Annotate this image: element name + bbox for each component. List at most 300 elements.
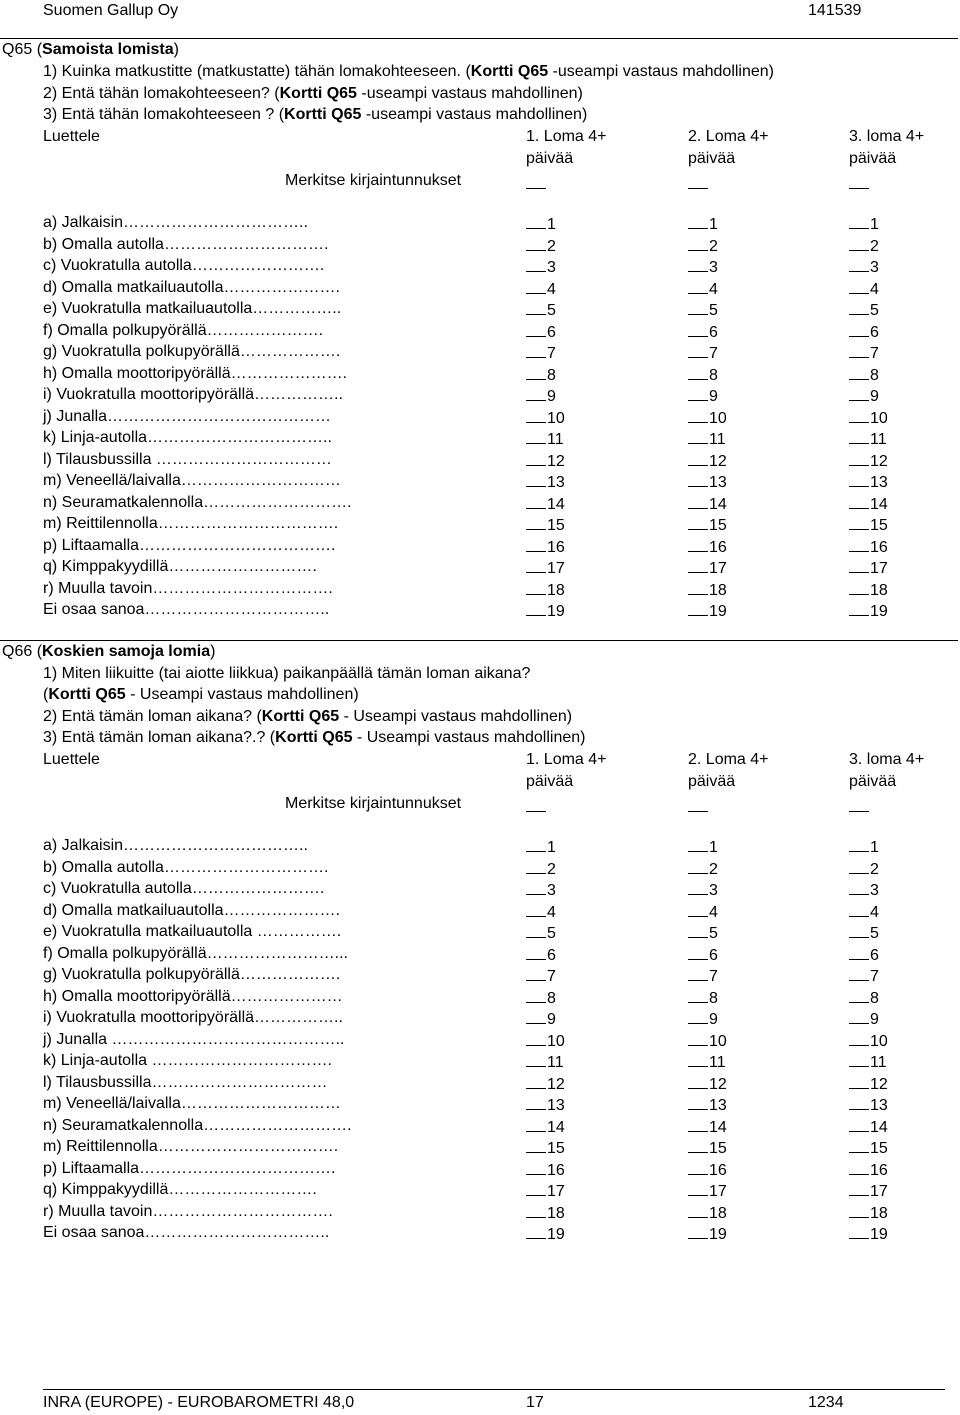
answer-code-col-3[interactable]	[849, 1180, 888, 1202]
answer-code-col-1[interactable]	[526, 1180, 565, 1202]
answer-code: 9	[870, 388, 879, 405]
answer-blank[interactable]	[688, 557, 708, 573]
answer-code-col-3[interactable]	[849, 879, 879, 901]
answer-code: 17	[709, 560, 727, 577]
answer-blank[interactable]	[849, 879, 869, 895]
answer-label: b) Omalla autolla………………………….	[43, 858, 329, 876]
answer-blank[interactable]	[688, 278, 708, 294]
answer-blank[interactable]	[849, 836, 869, 852]
answer-blank[interactable]	[526, 1051, 546, 1067]
answer-label: h) Omalla moottoripyörällä…………………	[43, 987, 343, 1005]
answer-code: 5	[547, 302, 556, 319]
answer-blank[interactable]	[688, 1094, 708, 1110]
answer-code: 11	[870, 431, 887, 448]
answer-blank[interactable]	[849, 514, 869, 530]
answer-blank[interactable]	[526, 278, 546, 294]
answer-code-col-1[interactable]	[526, 987, 556, 1009]
answer-blank[interactable]	[688, 1223, 708, 1239]
answer-code-col-3[interactable]	[849, 364, 879, 386]
answer-blank[interactable]	[688, 450, 708, 466]
answer-code-col-2[interactable]	[688, 579, 727, 601]
answer-blank[interactable]	[526, 1202, 546, 1218]
answer-code-col-2[interactable]	[688, 600, 727, 622]
answer-code-col-1[interactable]	[526, 364, 556, 386]
answer-code-col-1[interactable]	[526, 922, 556, 944]
answer-blank[interactable]	[526, 213, 546, 229]
answer-blank[interactable]	[526, 987, 546, 1003]
answer-blank[interactable]	[849, 901, 869, 917]
answer-code-col-1[interactable]	[526, 471, 565, 493]
answer-blank[interactable]	[526, 1094, 546, 1110]
answer-blank[interactable]	[688, 879, 708, 895]
answer-code-col-3[interactable]	[849, 944, 879, 966]
answer-blank[interactable]	[688, 1051, 708, 1067]
answer-code-col-3[interactable]	[849, 385, 879, 407]
answer-code-col-2[interactable]	[688, 944, 718, 966]
answer-code-col-3[interactable]	[849, 858, 879, 880]
answer-blank[interactable]	[849, 1137, 869, 1153]
answer-blank[interactable]	[688, 1030, 708, 1046]
answer-blank[interactable]	[849, 1008, 869, 1024]
answer-blank[interactable]	[526, 858, 546, 874]
answer-blank[interactable]	[526, 342, 546, 358]
answer-blank[interactable]	[688, 321, 708, 337]
answer-blank[interactable]	[849, 471, 869, 487]
answer-code: 16	[709, 538, 727, 556]
answer-blank[interactable]	[526, 1116, 546, 1132]
answer-code-col-3[interactable]	[849, 299, 879, 321]
answer-code-col-3[interactable]	[849, 536, 888, 558]
answer-code-col-3[interactable]	[849, 579, 888, 601]
answer-code-col-3[interactable]	[849, 1051, 887, 1073]
answer-blank[interactable]	[849, 1073, 869, 1089]
answer-blank[interactable]	[849, 299, 869, 315]
answer-blank[interactable]	[688, 1202, 708, 1218]
answer-blank[interactable]	[526, 1008, 546, 1024]
answer-code-col-2[interactable]	[688, 1223, 727, 1245]
answer-code-col-1[interactable]	[526, 256, 556, 278]
answer-code: 14	[547, 495, 565, 513]
answer-blank[interactable]	[688, 1073, 708, 1089]
answer-blank[interactable]	[526, 407, 546, 423]
answer-blank[interactable]	[526, 493, 546, 509]
answer-code-col-2[interactable]	[688, 235, 718, 257]
answer-blank[interactable]	[849, 1051, 869, 1067]
answer-blank[interactable]	[849, 1223, 869, 1239]
answer-code-col-2[interactable]	[688, 450, 727, 472]
answer-code-col-2[interactable]	[688, 299, 718, 321]
answer-blank[interactable]	[849, 450, 869, 466]
answer-blank[interactable]	[688, 1159, 708, 1175]
answer-blank[interactable]	[526, 1223, 546, 1239]
answer-blank[interactable]	[526, 836, 546, 852]
answer-code: 1	[547, 216, 556, 233]
q65-column-1-sub: päivää	[526, 150, 574, 167]
answer-code-col-2[interactable]	[688, 428, 726, 450]
answer-code-col-3[interactable]	[849, 428, 887, 450]
answer-code-col-3[interactable]	[849, 278, 879, 300]
answer-blank[interactable]	[526, 922, 546, 938]
answer-label: g) Vuokratulla polkupyörällä……………….	[43, 966, 341, 983]
answer-code-col-1[interactable]	[526, 385, 556, 407]
answer-blank[interactable]	[849, 922, 869, 938]
answer-blank[interactable]	[849, 213, 869, 229]
answer-code: 4	[709, 280, 718, 298]
answer-blank[interactable]	[849, 600, 869, 616]
answer-blank[interactable]	[526, 1030, 546, 1046]
answer-code-col-1[interactable]	[526, 1008, 556, 1030]
answer-code-col-2[interactable]	[688, 536, 727, 558]
answer-code-col-1[interactable]	[526, 1223, 565, 1245]
answer-code-col-1[interactable]	[526, 536, 565, 558]
answer-label: m) Reittilennolla…………………………….	[43, 515, 339, 532]
answer-code-col-1[interactable]	[526, 600, 565, 622]
answer-blank[interactable]	[849, 385, 869, 401]
answer-code-col-2[interactable]	[688, 836, 718, 858]
answer-code-col-2[interactable]	[688, 1073, 727, 1095]
answer-code-col-1[interactable]	[526, 557, 565, 579]
answer-blank[interactable]	[526, 1180, 546, 1196]
answer-blank[interactable]	[526, 321, 546, 337]
answer-code-col-1[interactable]	[526, 1094, 565, 1116]
answer-code-col-2[interactable]	[688, 879, 718, 901]
answer-blank[interactable]	[526, 1073, 546, 1089]
answer-blank[interactable]	[849, 987, 869, 1003]
answer-blank[interactable]	[688, 1008, 708, 1024]
answer-code: 5	[709, 925, 718, 942]
answer-code: 12	[870, 452, 888, 470]
answer-blank[interactable]	[849, 342, 869, 358]
answer-code-col-3[interactable]	[849, 901, 879, 923]
answer-blank[interactable]	[526, 299, 546, 315]
answer-code-col-3[interactable]	[849, 1137, 888, 1159]
answer-blank[interactable]	[526, 557, 546, 573]
answer-blank[interactable]	[526, 879, 546, 895]
answer-code-col-2[interactable]	[688, 407, 727, 429]
answer-label: e) Vuokratulla matkailuautolla……………..	[43, 300, 342, 317]
answer-blank[interactable]	[849, 321, 869, 337]
answer-blank[interactable]	[688, 256, 708, 272]
answer-blank[interactable]	[688, 965, 708, 981]
answer-code: 19	[709, 1226, 727, 1243]
answer-label: q) Kimppakyydillä……………………….	[43, 1181, 317, 1198]
answer-code: 17	[547, 1183, 565, 1200]
answer-label: a) Jalkaisin……………………………..	[43, 214, 308, 231]
answer-blank[interactable]	[688, 836, 708, 852]
answer-code-col-3[interactable]	[849, 1008, 879, 1030]
answer-code: 18	[709, 1204, 727, 1222]
answer-code-col-1[interactable]	[526, 428, 564, 450]
answer-blank[interactable]	[849, 235, 869, 251]
answer-blank[interactable]	[688, 987, 708, 1003]
answer-code: 9	[547, 388, 556, 405]
answer-code-col-2[interactable]	[688, 493, 727, 515]
answer-code-col-3[interactable]	[849, 471, 888, 493]
answer-code: 13	[870, 474, 888, 491]
answer-code-col-3[interactable]	[849, 321, 879, 343]
answer-code-col-2[interactable]	[688, 385, 718, 407]
answer-label: l) Tilausbussilla ……………………………	[43, 450, 332, 468]
answer-blank[interactable]	[688, 514, 708, 530]
answer-blank[interactable]	[688, 536, 708, 552]
answer-code: 16	[547, 1161, 565, 1179]
answer-code-col-1[interactable]	[526, 450, 565, 472]
answer-code-col-2[interactable]	[688, 1202, 727, 1224]
answer-code-col-1[interactable]	[526, 1159, 565, 1181]
answer-blank[interactable]	[688, 235, 708, 251]
answer-blank[interactable]	[526, 1159, 546, 1175]
answer-code-col-2[interactable]	[688, 1051, 726, 1073]
answer-code-col-3[interactable]	[849, 256, 879, 278]
answer-code-col-1[interactable]	[526, 493, 565, 515]
answer-blank[interactable]	[849, 858, 869, 874]
answer-code: 16	[870, 538, 888, 556]
answer-code: 10	[709, 1032, 727, 1050]
answer-code: 16	[547, 538, 565, 556]
answer-blank[interactable]	[849, 1202, 869, 1218]
answer-code-col-2[interactable]	[688, 1030, 727, 1052]
answer-code-col-2[interactable]	[688, 987, 718, 1009]
answer-code-col-3[interactable]	[849, 1202, 888, 1224]
answer-code-col-3[interactable]	[849, 1223, 888, 1245]
answer-blank[interactable]	[526, 536, 546, 552]
answer-blank[interactable]	[526, 579, 546, 595]
answer-code: 6	[709, 946, 718, 964]
answer-code-col-1[interactable]	[526, 965, 556, 987]
answer-blank[interactable]	[849, 1159, 869, 1175]
answer-code-col-1[interactable]	[526, 299, 556, 321]
answer-code-col-1[interactable]	[526, 901, 556, 923]
answer-blank[interactable]	[688, 342, 708, 358]
answer-code: 17	[870, 560, 888, 577]
answer-label: c) Vuokratulla autolla…………………….	[43, 880, 325, 897]
answer-code: 7	[870, 345, 879, 362]
answer-blank[interactable]	[688, 364, 708, 380]
answer-code-col-1[interactable]	[526, 879, 556, 901]
answer-code: 15	[709, 517, 727, 534]
answer-code-col-2[interactable]	[688, 364, 718, 386]
answer-blank[interactable]	[849, 579, 869, 595]
answer-code-col-2[interactable]	[688, 1094, 727, 1116]
answer-code-col-3[interactable]	[849, 407, 888, 429]
answer-code-col-1[interactable]	[526, 944, 556, 966]
q66-mark-blank-1[interactable]	[526, 795, 546, 812]
answer-blank[interactable]	[526, 364, 546, 380]
answer-blank[interactable]	[688, 1116, 708, 1132]
answer-code-col-2[interactable]	[688, 1116, 727, 1138]
answer-code-col-2[interactable]	[688, 1180, 727, 1202]
answer-code: 12	[547, 1075, 565, 1093]
answer-code: 6	[709, 323, 718, 341]
answer-code: 11	[870, 1054, 887, 1071]
answer-blank[interactable]	[688, 407, 708, 423]
answer-code-col-3[interactable]	[849, 987, 879, 1009]
q65-mark-blank-3[interactable]	[849, 172, 869, 189]
answer-code-col-2[interactable]	[688, 514, 727, 536]
answer-blank[interactable]	[688, 579, 708, 595]
answer-code-col-1[interactable]	[526, 1202, 565, 1224]
q65-mark-blank-1[interactable]	[526, 172, 546, 189]
q65-list-label: Luettele	[43, 128, 100, 145]
answer-code-col-3[interactable]	[849, 1159, 888, 1181]
q65-question-2: 2) Entä tähän lomakohteeseen? (Kortti Q65 -useampi vastaus mahdollinen)	[43, 85, 583, 102]
answer-code-col-3[interactable]	[849, 836, 879, 858]
answer-code-col-3[interactable]	[849, 342, 879, 364]
answer-code-col-2[interactable]	[688, 922, 718, 944]
answer-blank[interactable]	[688, 428, 708, 444]
answer-blank[interactable]	[849, 536, 869, 552]
q66-question-3: 3) Entä tämän loman aikana?.? (Kortti Q65 - Useampi vastaus mahdollinen)	[43, 729, 586, 746]
q66-column-2-sub: päivää	[688, 773, 736, 790]
answer-code-col-2[interactable]	[688, 213, 718, 235]
answer-code-col-3[interactable]	[849, 557, 888, 579]
answer-blank[interactable]	[688, 1137, 708, 1153]
answer-blank[interactable]	[526, 428, 546, 444]
answer-code-col-3[interactable]	[849, 450, 888, 472]
answer-code-col-3[interactable]	[849, 1094, 888, 1116]
answer-code-col-1[interactable]	[526, 1030, 565, 1052]
answer-blank[interactable]	[849, 256, 869, 272]
answer-blank[interactable]	[688, 901, 708, 917]
q66-column-1-header: 1. Loma 4+	[526, 751, 607, 768]
answer-blank[interactable]	[688, 1180, 708, 1196]
q65-column-1-header: 1. Loma 4+	[526, 128, 607, 145]
answer-blank[interactable]	[849, 428, 869, 444]
answer-code-col-3[interactable]	[849, 1073, 888, 1095]
answer-code-col-3[interactable]	[849, 235, 879, 257]
answer-code-col-2[interactable]	[688, 557, 727, 579]
answer-blank[interactable]	[849, 965, 869, 981]
answer-blank[interactable]	[849, 1030, 869, 1046]
answer-code: 10	[547, 1032, 565, 1050]
answer-code-col-2[interactable]	[688, 1137, 727, 1159]
answer-blank[interactable]	[849, 1116, 869, 1132]
answer-blank[interactable]	[526, 256, 546, 272]
answer-blank[interactable]	[526, 965, 546, 981]
answer-code-col-2[interactable]	[688, 901, 718, 923]
answer-code-col-1[interactable]	[526, 1051, 564, 1073]
answer-blank[interactable]	[688, 299, 708, 315]
answer-code-col-1[interactable]	[526, 407, 565, 429]
answer-code-col-2[interactable]	[688, 858, 718, 880]
answer-blank[interactable]	[849, 1180, 869, 1196]
answer-label: f) Omalla polkupyörällä………………….	[43, 321, 324, 339]
answer-blank[interactable]	[526, 385, 546, 401]
answer-code-col-1[interactable]	[526, 514, 565, 536]
answer-blank[interactable]	[526, 471, 546, 487]
answer-blank[interactable]	[526, 944, 546, 960]
answer-blank[interactable]	[688, 600, 708, 616]
answer-code: 1	[547, 839, 556, 856]
answer-code: 8	[547, 989, 556, 1007]
answer-blank[interactable]	[688, 922, 708, 938]
answer-blank[interactable]	[688, 385, 708, 401]
answer-code-col-3[interactable]	[849, 600, 888, 622]
answer-blank[interactable]	[526, 901, 546, 917]
answer-code-col-3[interactable]	[849, 514, 888, 536]
answer-code: 7	[547, 345, 556, 362]
answer-blank[interactable]	[688, 213, 708, 229]
answer-code-col-3[interactable]	[849, 493, 888, 515]
answer-blank[interactable]	[526, 1137, 546, 1153]
answer-code-col-1[interactable]	[526, 213, 556, 235]
answer-code-col-2[interactable]	[688, 256, 718, 278]
answer-code: 18	[547, 581, 565, 599]
answer-blank[interactable]	[526, 235, 546, 251]
answer-code-col-1[interactable]	[526, 858, 556, 880]
answer-blank[interactable]	[688, 858, 708, 874]
answer-code-col-2[interactable]	[688, 342, 718, 364]
answer-code-col-3[interactable]	[849, 1116, 888, 1138]
answer-code: 19	[709, 603, 727, 620]
answer-code-col-2[interactable]	[688, 278, 718, 300]
answer-blank[interactable]	[849, 1094, 869, 1110]
answer-blank[interactable]	[688, 944, 708, 960]
answer-code-col-1[interactable]	[526, 321, 556, 343]
answer-code: 8	[709, 366, 718, 384]
answer-code-col-1[interactable]	[526, 235, 556, 257]
answer-code: 7	[709, 968, 718, 985]
answer-blank[interactable]	[526, 450, 546, 466]
answer-code-col-1[interactable]	[526, 1137, 565, 1159]
answer-blank[interactable]	[526, 514, 546, 530]
answer-code-col-2[interactable]	[688, 1159, 727, 1181]
q66-mark-blank-2[interactable]	[688, 795, 708, 812]
document-number: 141539	[808, 2, 862, 19]
answer-blank[interactable]	[849, 557, 869, 573]
answer-code: 16	[870, 1161, 888, 1179]
answer-code-col-3[interactable]	[849, 922, 879, 944]
answer-code-col-1[interactable]	[526, 1116, 565, 1138]
answer-code-col-3[interactable]	[849, 213, 879, 235]
answer-code: 15	[547, 1140, 565, 1157]
answer-label: i) Vuokratulla moottoripyörällä……………..	[43, 1009, 343, 1026]
answer-blank[interactable]	[849, 278, 869, 294]
footer-divider	[43, 1389, 945, 1390]
answer-blank[interactable]	[688, 471, 708, 487]
answer-blank[interactable]	[849, 493, 869, 509]
answer-blank[interactable]	[849, 407, 869, 423]
answer-label: a) Jalkaisin……………………………..	[43, 837, 308, 854]
answer-code: 5	[547, 925, 556, 942]
answer-code-col-1[interactable]	[526, 1073, 565, 1095]
answer-code-col-2[interactable]	[688, 1008, 718, 1030]
answer-blank[interactable]	[688, 493, 708, 509]
q65-mark-blank-2[interactable]	[688, 172, 708, 189]
answer-blank[interactable]	[849, 364, 869, 380]
answer-blank[interactable]	[849, 944, 869, 960]
answer-code-col-2[interactable]	[688, 965, 718, 987]
answer-code-col-3[interactable]	[849, 1030, 888, 1052]
answer-blank[interactable]	[526, 600, 546, 616]
answer-code: 18	[547, 1204, 565, 1222]
answer-code: 19	[547, 1226, 565, 1243]
q66-mark-label: Merkitse kirjaintunnukset	[285, 795, 462, 812]
answer-code-col-1[interactable]	[526, 342, 556, 364]
answer-code-col-2[interactable]	[688, 321, 718, 343]
answer-code-col-1[interactable]	[526, 579, 565, 601]
answer-code-col-1[interactable]	[526, 278, 556, 300]
answer-code-col-1[interactable]	[526, 836, 556, 858]
answer-code-col-2[interactable]	[688, 471, 727, 493]
q66-mark-blank-3[interactable]	[849, 795, 869, 812]
answer-label: l) Tilausbussilla……………………………	[43, 1073, 328, 1091]
answer-code-col-3[interactable]	[849, 965, 879, 987]
answer-code: 3	[870, 259, 879, 276]
answer-code: 13	[547, 474, 565, 491]
answer-code: 10	[870, 1032, 888, 1050]
answer-code: 6	[547, 323, 556, 341]
